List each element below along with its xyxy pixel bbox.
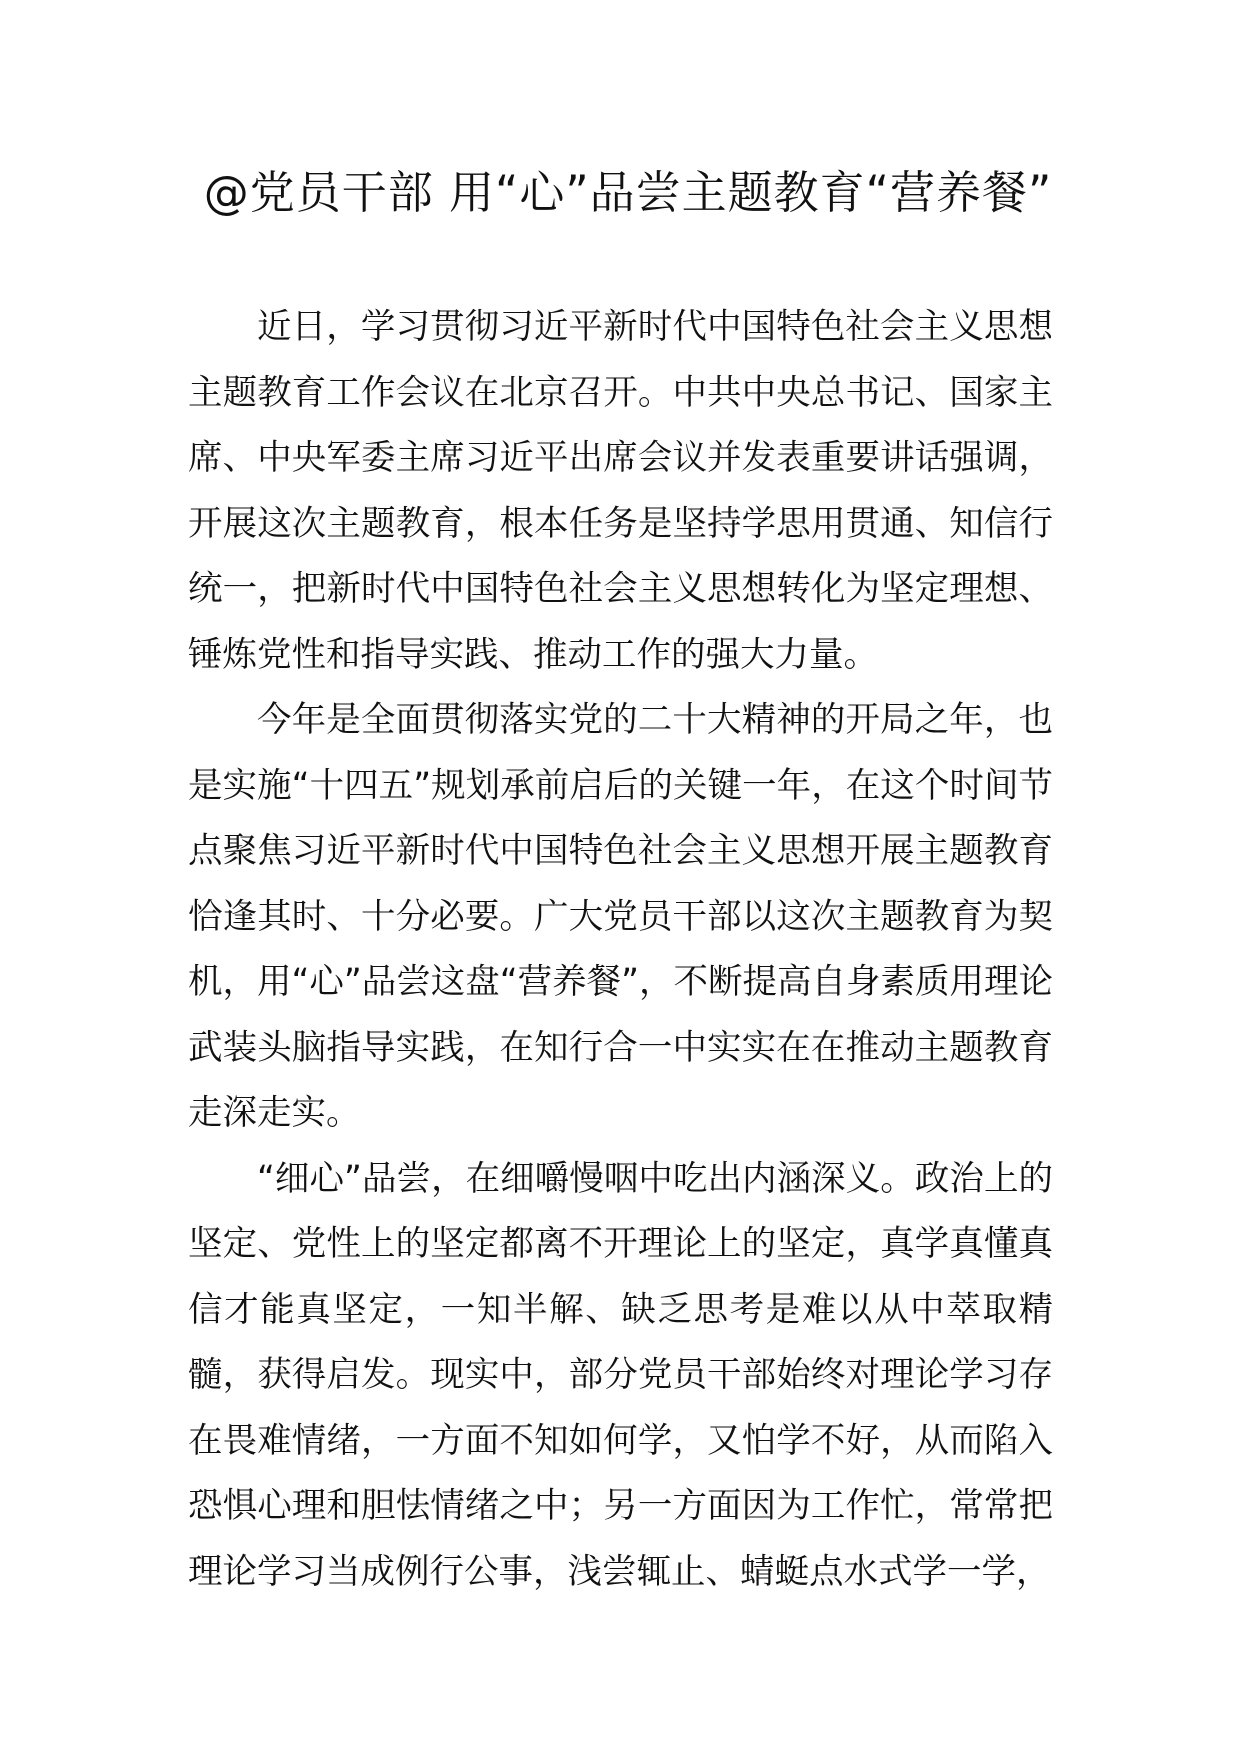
document-body [188, 295, 1053, 1605]
paragraph-1: 近日，学习贯彻习近平新时代中国特色社会主义思想主题教育工作会议在北京召开。中共中央总书记、国家主席、中央军委主席习近平出席会议并发表重要讲话强调，开展这次主题教育，根本任务是坚持学思用贯通、知信行统一，把新时代中国特色社会主义思想转化为坚定理想、锤炼党性和指导实践、推动工作的强大力量。 [188, 307, 1053, 675]
paragraph-2: 今年是全面贯彻落实党的二十大精神的开局之年，也是实施“十四五”规划承前启后的关键一年，在这个时间节点聚焦习近平新时代中国特色社会主义思想开展主题教育恰逢其时、十分必要。广大党员干部以这次主题教育为契机，用“心”品尝这盘“营养餐”，不断提高自身素质用理论武装头脑指导实践，在知行合一中实实在在推动主题教育走深走实。 [188, 700, 1053, 1133]
paragraph-3: “细心”品尝，在细嚼慢咽中吃出内涵深义。政治上的坚定、党性上的坚定都离不开理论上的坚定，真学真懂真信才能真坚定，一知半解、缺乏思考是难以从中萃取精髓，获得启发。现实中，部分党员干部始终对理论学习存在畏难情绪，一方面不知如何学，又怕学不好，从而陷入恐惧心理和胆怯情绪之中；另一方面因为工作忙，常常把理论学习当成例行公事，浅尝辄止、蜻蜓点水式学一学， [188, 1158, 1053, 1592]
document-title: @党员干部 用“心”品尝主题教育“营养餐” [203, 166, 1053, 219]
